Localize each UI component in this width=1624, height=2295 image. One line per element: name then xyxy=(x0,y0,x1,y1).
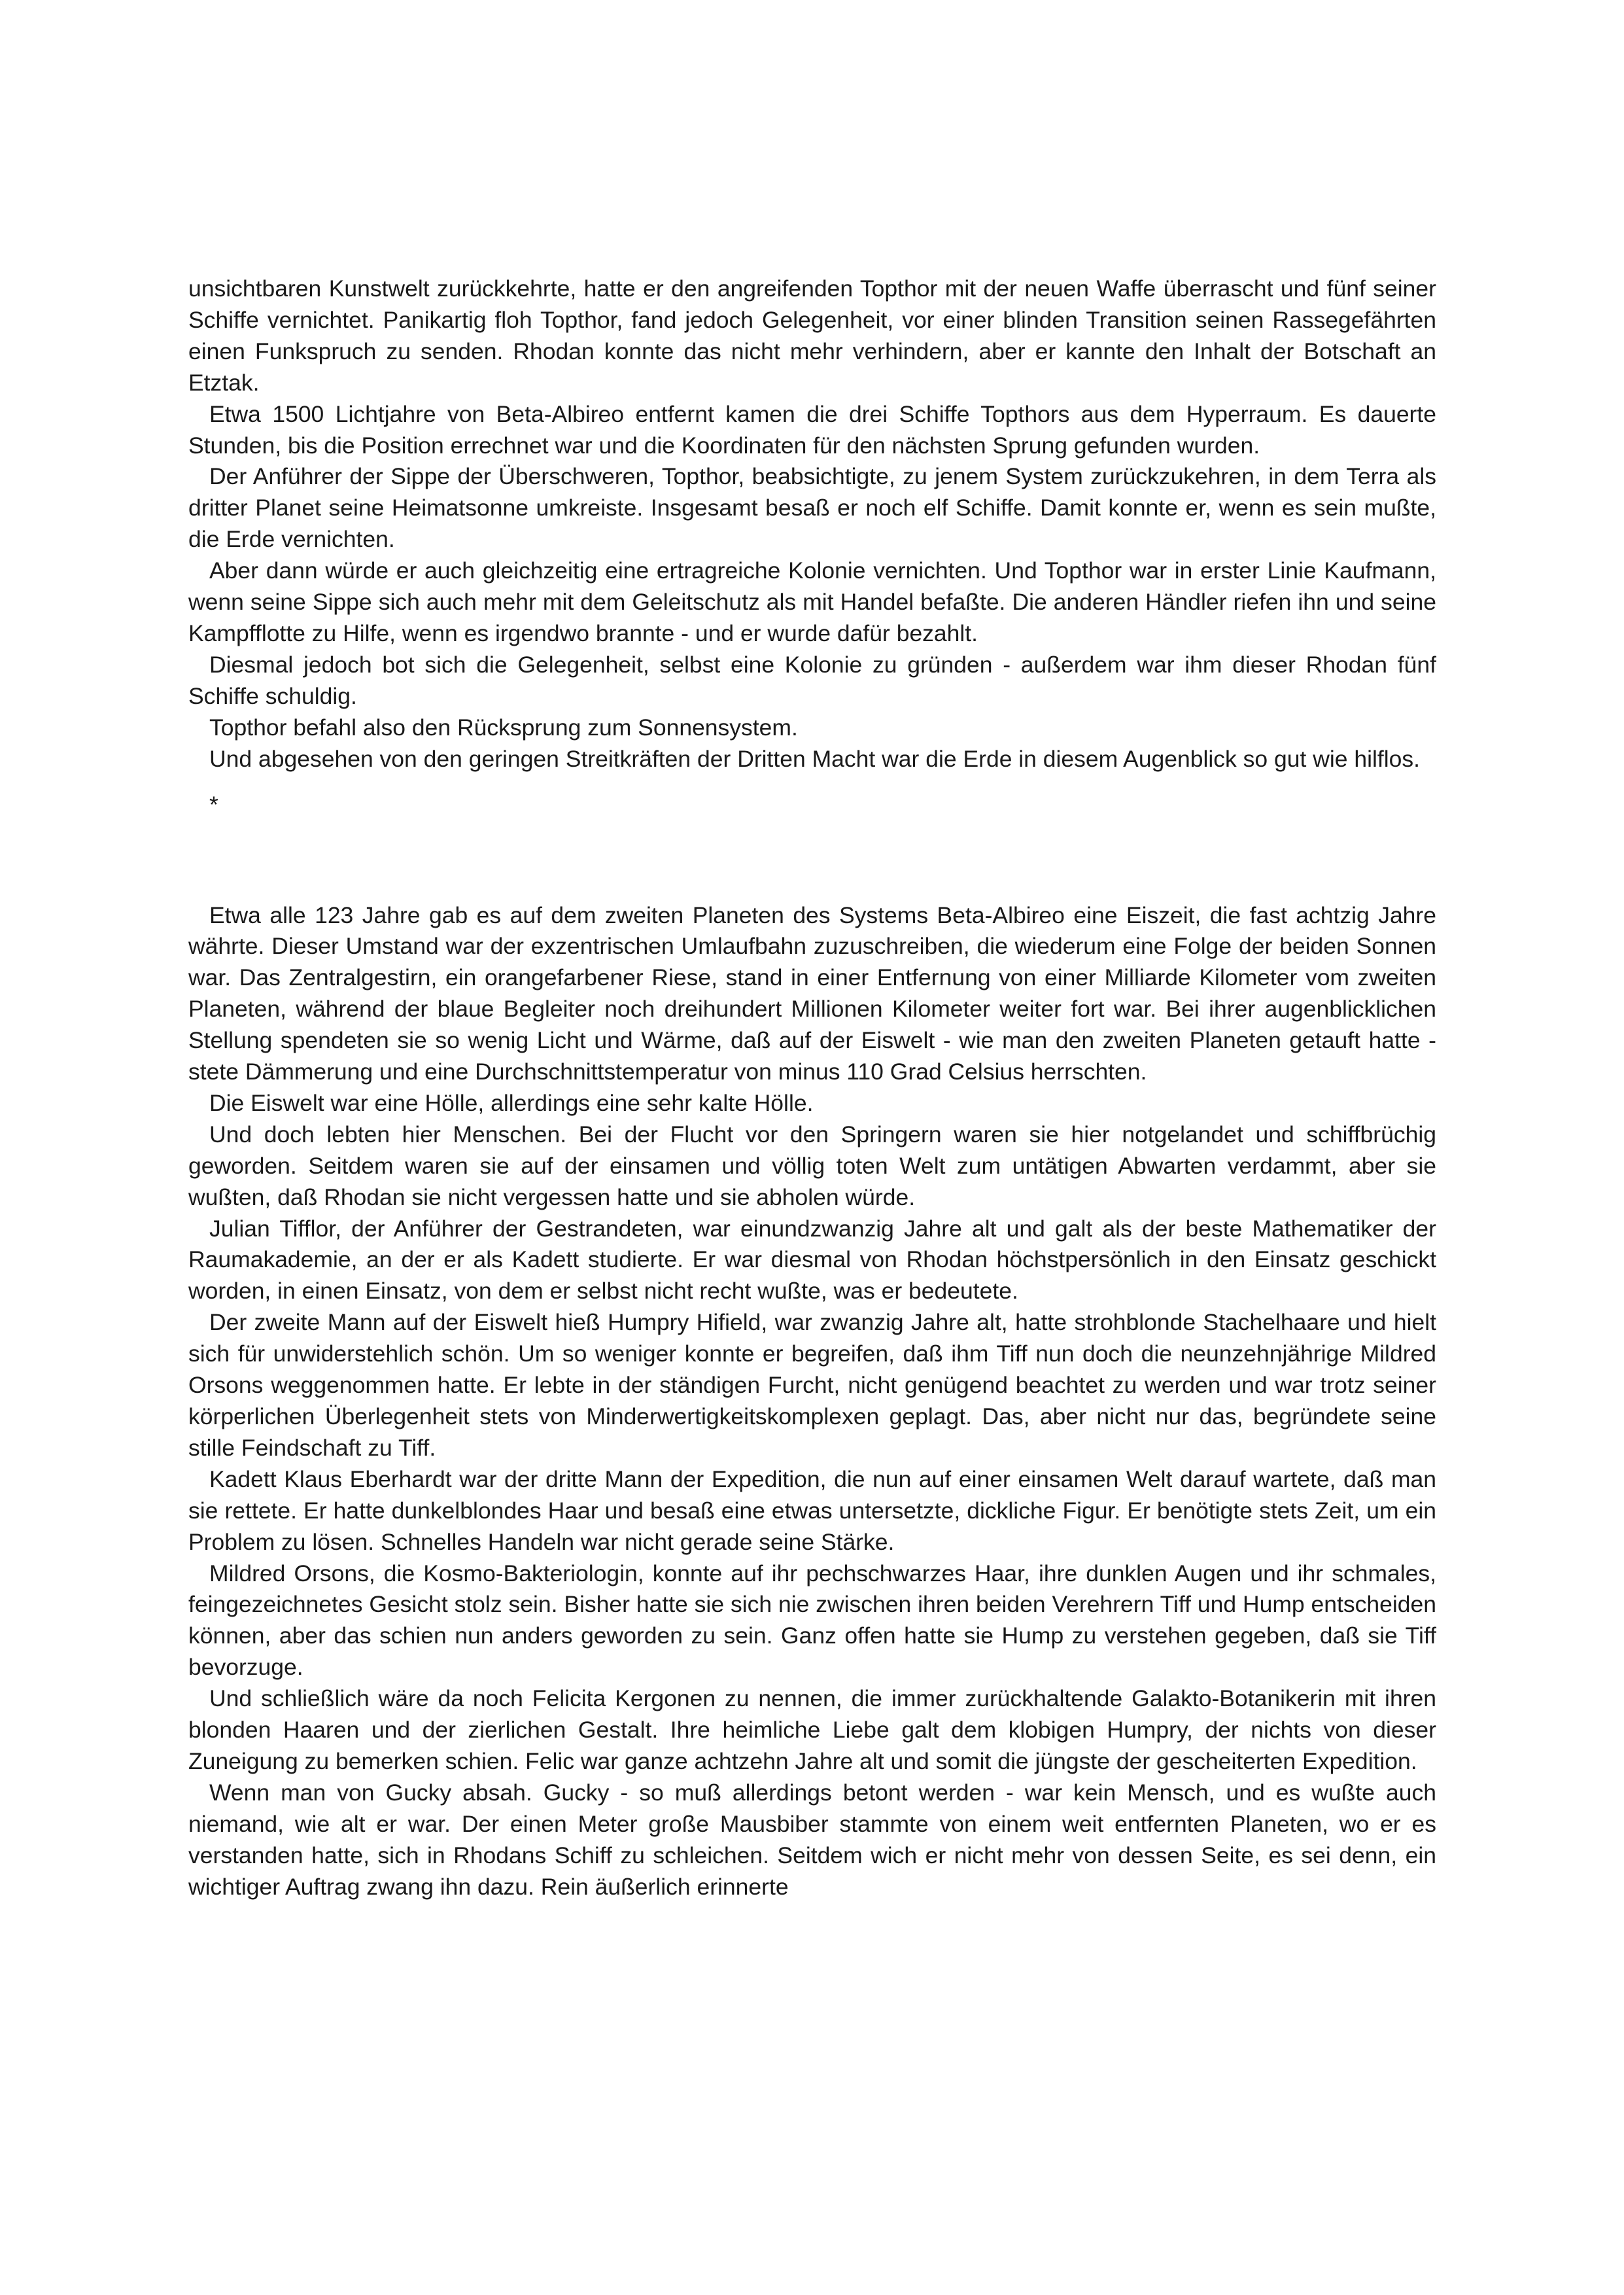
paragraph: Etwa 1500 Lichtjahre von Beta-Albireo entfernt kamen die drei Schiffe Topthors aus dem Hyperraum. Es dauerte Stunden, bis die Position errechnet war und die Koordinaten für den nächsten Sprung gefunden wurden. xyxy=(188,400,1436,459)
paragraph: Und schließlich wäre da noch Felicita Kergonen zu nennen, die immer zurückhaltende Galakto-Botanikerin mit ihren blonden Haaren und der zierlichen Gestalt. Ihre heimliche Liebe galt dem klobigen Humpry, der nichts von dieser Zuneigung zu bemerken schien. Felic war ganze achtzehn Jahre alt und somit die jüngste der gescheiterten Expedition. xyxy=(188,1685,1436,1774)
paragraph: Mildred Orsons, die Kosmo-Bakteriologin, konnte auf ihr pechschwarzes Haar, ihre dunklen Augen und ihr schmales, feingezeichnetes Gesicht stolz sein. Bisher hatte sie sich nie zwischen ihren beiden Verehrern Tiff und Hump entscheiden können, aber das schien nun anders geworden zu sein. Ganz offen hatte sie Hump zu verstehen gegeben, daß sie Tiff bevorzuge. xyxy=(188,1560,1436,1681)
paragraph: Der zweite Mann auf der Eiswelt hieß Humpry Hifield, war zwanzig Jahre alt, hatte strohblonde Stachelhaare und hielt sich für unwiderstehlich schön. Um so weniger konnte er begreifen, daß ihm Tiff nun doch die neunzehnjährige Mildred Orsons weggenommen hatte. Er lebte in der ständigen Furcht, nicht genügend beachtet zu werden und war trotz seiner körperlichen Überlegenheit stets von Minderwertigkeitskomplexen geplagt. Das, aber nicht nur das, begründete seine stille Feindschaft zu Tiff. xyxy=(188,1309,1436,1461)
paragraph: Kadett Klaus Eberhardt war der dritte Mann der Expedition, die nun auf einer einsamen Welt darauf wartete, daß man sie rettete. Er hatte dunkelblondes Haar und besaß eine etwas untersetzte, dickliche Figur. Er benötigte stets Zeit, um ein Problem zu lösen. Schnelles Handeln war nicht gerade seine Stärke. xyxy=(188,1465,1436,1555)
paragraph: Diesmal jedoch bot sich die Gelegenheit, selbst eine Kolonie zu gründen - außerdem war ihm dieser Rhodan fünf Schiffe schuldig. xyxy=(188,651,1436,709)
paragraph: Wenn man von Gucky absah. Gucky - so muß allerdings betont werden - war kein Mensch, und es wußte auch niemand, wie alt er war. Der einen Meter große Mausbiber stammte von einem weit entfernten Planeten, wo er es verstanden hatte, sich in Rhodans Schiff zu schleichen. Seitdem wich er nicht mehr von dessen Seite, es sei denn, ein wichtiger Auftrag zwang ihn dazu. Rein äußerlich erinnerte xyxy=(188,1779,1436,1900)
section-separator: * xyxy=(209,791,218,818)
paragraph: Etwa alle 123 Jahre gab es auf dem zweiten Planeten des Systems Beta-Albireo eine Eiszeit, die fast achtzig Jahre währte. Dieser Umstand war der exzentrischen Umlaufbahn zuzuschreiben, die wiederum eine Folge der beiden Sonnen war. Das Zentralgestirn, ein orangefarbener Riese, stand in einer Entfernung von einer Milliarde Kilometer vom zweiten Planeten, während der blaue Begleiter noch dreihundert Millionen Kilometer weiter fort war. Bei ihrer augenblicklichen Stellung spendeten sie so wenig Licht und Wärme, daß auf der Eiswelt - wie man den zweiten Planeten getauft hatte - stete Dämmerung und eine Durchschnittstemperatur von minus 110 Grad Celsius herrschten. xyxy=(188,902,1436,1085)
document-page xyxy=(188,273,1436,1903)
paragraph: Julian Tifflor, der Anführer der Gestrandeten, war einundzwanzig Jahre alt und galt als der beste Mathematiker der Raumakademie, an der er als Kadett studierte. Er war diesmal von Rhodan höchstpersönlich in den Einsatz geschickt worden, in einen Einsatz, von dem er selbst nicht recht wußte, was er bedeutete. xyxy=(188,1215,1436,1305)
paragraph: unsichtbaren Kunstwelt zurückkehrte, hatte er den angreifenden Topthor mit der neuen Waffe überrascht und fünf seiner Schiffe vernichtet. Panikartig floh Topthor, fand jedoch Gelegenheit, vor einer blinden Transition seinen Rassegefährten einen Funkspruch zu senden. Rhodan konnte das nicht mehr verhindern, aber er kannte den Inhalt der Botschaft an Etztak. xyxy=(188,275,1436,396)
paragraph: Der Anführer der Sippe der Überschweren, Topthor, beabsichtigte, zu jenem System zurückzukehren, in dem Terra als dritter Planet seine Heimatsonne umkreiste. Insgesamt besaß er noch elf Schiffe. Damit konnte er, wenn es sein mußte, die Erde vernichten. xyxy=(188,463,1436,553)
paragraph: Und doch lebten hier Menschen. Bei der Flucht vor den Springern waren sie hier notgelandet und schiffbrüchig geworden. Seitdem waren sie auf der einsamen und völlig toten Welt zum untätigen Abwarten verdammt, aber sie wußten, daß Rhodan sie nicht vergessen hatte und sie abholen würde. xyxy=(188,1121,1436,1210)
paragraph: Aber dann würde er auch gleichzeitig eine ertragreiche Kolonie vernichten. Und Topthor war in erster Linie Kaufmann, wenn seine Sippe sich auch mehr mit dem Geleitschutz als mit Handel befaßte. Die anderen Händler riefen ihn und seine Kampfflotte zu Hilfe, wenn es irgendwo brannte - und er wurde dafür bezahlt. xyxy=(188,557,1436,646)
paragraph: Topthor befahl also den Rücksprung zum Sonnensystem. xyxy=(209,714,798,741)
paragraph: Die Eiswelt war eine Hölle, allerdings eine sehr kalte Hölle. xyxy=(209,1089,814,1116)
paragraph: Und abgesehen von den geringen Streitkräften der Dritten Macht war die Erde in diesem Augenblick so gut wie hilflos. xyxy=(209,745,1420,772)
